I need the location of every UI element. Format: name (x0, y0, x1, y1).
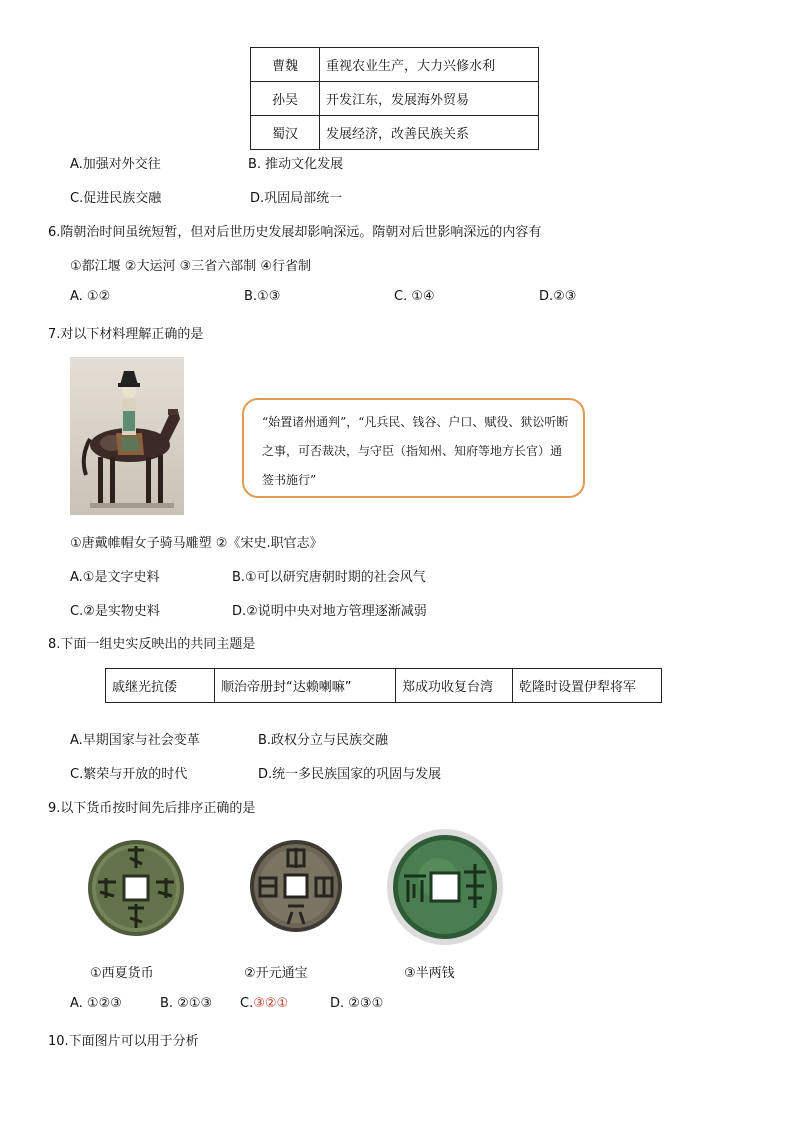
q9-option-c[interactable] (240, 996, 288, 1011)
q5-option-a[interactable]: A.加强对外交往 (70, 157, 161, 172)
table-cell: 戚继光抗倭 (106, 669, 215, 703)
q6-items: ①都江堰 ②大运河 ③三省六部制 ④行省制 (70, 259, 312, 274)
table-row (251, 48, 539, 82)
q8-option-a[interactable]: A.早期国家与社会变革 (70, 733, 200, 748)
q6-option-b[interactable]: B.①③ (244, 289, 281, 304)
table-cell: 乾隆时设置伊犁将军 (513, 669, 662, 703)
table-row (251, 82, 539, 116)
table-row (251, 116, 539, 150)
q6-option-d[interactable]: D.②③ (539, 289, 577, 304)
coin-caption-1: ①西夏货币 (90, 966, 154, 981)
q6-option-c[interactable]: C. ①④ (394, 289, 435, 304)
song-history-quote-box (242, 398, 585, 498)
table-cell: 郑成功收复台湾 (396, 669, 513, 703)
coin-caption-2: ②开元通宝 (244, 966, 308, 981)
table-cell: 顺治帝册封“达赖喇嘛” (215, 669, 396, 703)
q10-stem: 10.下面图片可以用于分析 (48, 1034, 199, 1049)
q5-option-d[interactable]: D.巩固局部统一 (250, 191, 343, 206)
q7-option-c[interactable]: C.②是实物史料 (70, 604, 160, 619)
q8-facts-table (105, 668, 662, 703)
q7-captions: ①唐戴帷帽女子骑马雕塑 ②《宋史.职官志》 (70, 536, 323, 551)
kaiyuan-coin-image (248, 838, 344, 934)
table-cell: 孙吴 (251, 82, 320, 116)
q5-table (250, 47, 539, 150)
q9-option-c-answer: ③②① (253, 996, 289, 1011)
xixia-coin-image (86, 838, 186, 938)
q5-option-b[interactable]: B. 推动文化发展 (248, 157, 344, 172)
q9-option-b[interactable]: B. ②①③ (160, 996, 213, 1011)
q6-option-a[interactable]: A. ①② (70, 289, 111, 304)
q7-option-d[interactable]: D.②说明中央对地方管理逐渐减弱 (232, 604, 427, 619)
q9-option-d[interactable]: D. ②③① (330, 996, 384, 1011)
q8-option-b[interactable]: B.政权分立与民族交融 (258, 733, 389, 748)
q5-option-c[interactable]: C.促进民族交融 (70, 191, 162, 206)
q7-option-a[interactable]: A.①是文字史料 (70, 570, 160, 585)
q6-stem: 6.隋朝治时间虽统短暂，但对后世历史发展却影响深远。隋朝对后世影响深远的内容有 (48, 225, 542, 240)
table-cell: 发展经济，改善民族关系 (320, 116, 539, 150)
table-row (106, 669, 662, 703)
q8-option-d[interactable]: D.统一多民族国家的巩固与发展 (258, 767, 442, 782)
q9-stem: 9.以下货币按时间先后排序正确的是 (48, 801, 256, 816)
table-cell: 蜀汉 (251, 116, 320, 150)
table-cell: 曹魏 (251, 48, 320, 82)
q7-stem: 7.对以下材料理解正确的是 (48, 327, 204, 342)
q7-option-b[interactable]: B.①可以研究唐朝时期的社会风气 (232, 570, 426, 585)
song-history-quote: “始置诸州通判”，“凡兵民、钱谷、户口、赋役、狱讼听断之事，可否裁决，与守臣（指知州、知府等地方长官）通签书施行” (262, 415, 569, 487)
table-cell: 重视农业生产，大力兴修水利 (320, 48, 539, 82)
q8-stem: 8.下面一组史实反映出的共同主题是 (48, 637, 256, 652)
q9-option-a[interactable]: A. ①②③ (70, 996, 122, 1011)
coin-caption-3: ③半两钱 (404, 966, 455, 981)
q9-option-c-prefix: C. (240, 996, 254, 1011)
table-cell: 开发江东，发展海外贸易 (320, 82, 539, 116)
q8-option-c[interactable]: C.繁荣与开放的时代 (70, 767, 188, 782)
tang-horse-rider-figure (70, 357, 184, 515)
banliang-coin-image (386, 828, 504, 946)
